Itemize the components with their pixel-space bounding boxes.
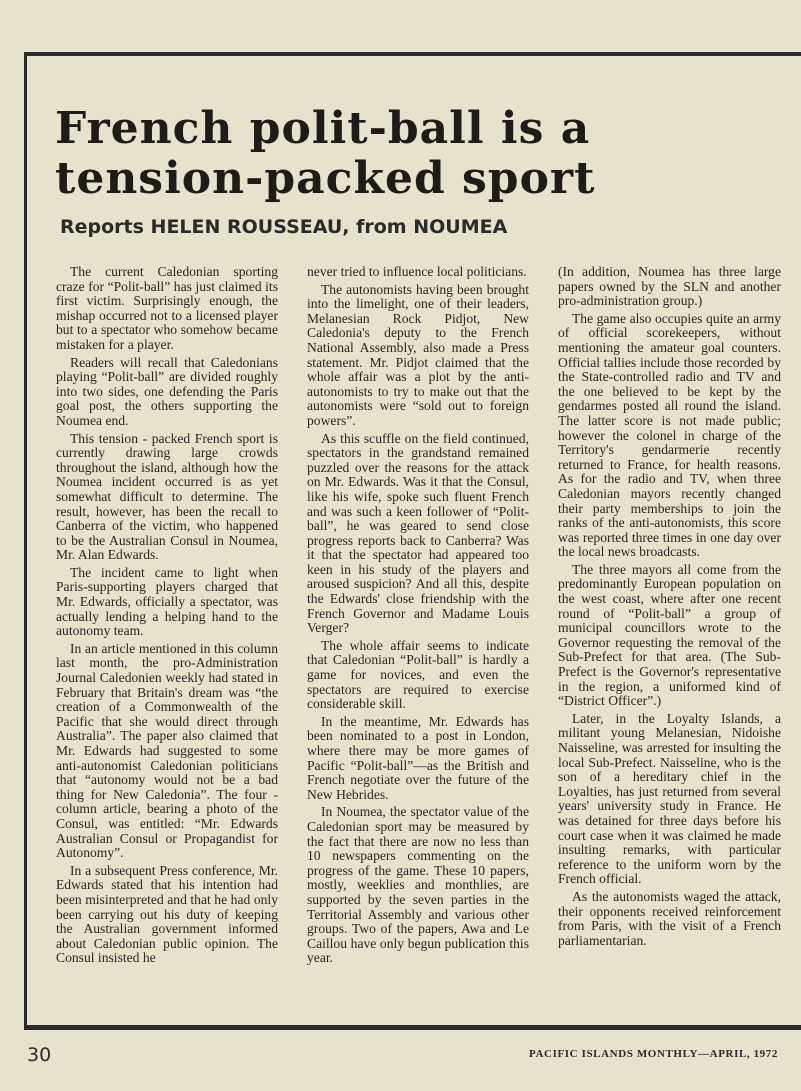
paragraph: The current Caledonian sporting craze for “Polit-ball” has just claimed its first victim. Surprisingly enough, the mishap occurred not to a licensed player but to a spectator who somehow became mistaken for a player. (56, 264, 278, 352)
paragraph: This tension - packed French sport is currently drawing large crowds throughout the island, although how the Noumea incident occurred is as yet somewhat difficult to determine. The result, however, has been the recall to Canberra of the victim, who happened to be the Australian Consul in Noumea, Mr. Alan Edwards. (56, 430, 278, 563)
paragraph: The three mayors all come from the predominantly European population on the west coast, where after one recent round of “Polit-ball” a group of municipal councillors wrote to the Governor requesting the removal of the Sub-Prefect for that area. (The Sub-Prefect is the Governor's representative in the region, a uniformed kind of “District Officer”.) (558, 561, 781, 709)
paragraph: The whole affair seems to indicate that Caledonian “Polit-ball” is hardly a game for novices, and even the spectators are required to exercise considerable skill. (307, 637, 529, 712)
paragraph: As the autonomists waged the attack, their opponents received reinforcement from Paris, with the visit of a French parliamentarian. (558, 888, 781, 948)
bottom-rule (24, 1025, 801, 1030)
paragraph: never tried to influence local politicians. (307, 264, 527, 279)
paragraph: In a subsequent Press conference, Mr. Edwards stated that his intention had been misinterpreted and that he had only been carrying out his duty of keeping the Australian government informed about Caledonian public opinion. The Consul insisted he (56, 862, 278, 966)
paragraph: Readers will recall that Caledonians playing “Polit-ball” are divided roughly into two sides, one defending the Paris goal post, the others supporting the Noumea end. (56, 354, 278, 428)
paragraph: The incident came to light when Paris-supporting players charged that Mr. Edwards, officially a spectator, was actually lending a helping hand to the autonomy team. (56, 564, 278, 639)
headline-line-2: tension-packed sport (55, 153, 596, 204)
paragraph: In Noumea, the spectator value of the Caledonian sport may be measured by the fact that there are now no less than 10 newspapers commenting on the progress of the game. These 10 papers, mostly, weeklies and monthlies, are supported by the seven parties in the Territorial Assembly and various other groups. Two of the papers, Awa and Le Caillou have only begun publication this year. (307, 804, 529, 966)
headline-line-1: French polit-ball is a (55, 103, 591, 154)
article-column-2 (307, 265, 529, 969)
paragraph: In the meantime, Mr. Edwards has been nominated to a post in London, where there may be more games of Pacific “Polit-ball”—as the British and French negotiate over the future of the New Hebrides. (307, 713, 529, 802)
article-column-1 (56, 265, 278, 969)
headline (55, 104, 775, 204)
paragraph: As this scuffle on the field continued, spectators in the grandstand remained puzzled over the reasons for the attack on Mr. Edwards. Was it that the Consul, like his wife, spoke such fluent French and was such a keen follower of “Polit-ball”, he was geared to send close progress reports back to Canberra? Was it that the spectator had appeared too keen in his study of the players and aroused suspicion? And all this, despite the Edwards' close friendship with the French Governor and Madame Louis Verger? (307, 430, 529, 636)
article-column-3 (558, 265, 781, 951)
paragraph: In an article mentioned in this column last month, the pro-Administration Journal Caledonien weekly had stated in February that Britain's dream was “the creation of a Commonwealth of the Pacific that she would direct through Australia”. The paper also claimed that Mr. Edwards had suggested to some anti-autonomist Caledonian politicians that “autonomy would not be a bad thing for New Caledonia”. The four - column article, bearing a photo of the Consul, was entitled: “Mr. Edwards Australian Consul or Propagandist for Autonomy”. (56, 640, 278, 861)
paragraph: (In addition, Noumea has three large papers owned by the SLN and another pro-administration group.) (558, 264, 781, 309)
page-number: 30 (27, 1044, 52, 1066)
running-footer: PACIFIC ISLANDS MONTHLY—APRIL, 1972 (529, 1048, 778, 1060)
paragraph: The game also occupies quite an army of official scorekeepers, without mentioning the amateur goal counters. Official tallies include those recorded by the State-controlled radio and TV and the one believed to be kept by the gendarmes posted all round the island. The latter score is not made public; however the colonel in charge of the Territory's gendarmerie recently returned to France, for health reasons. As for the radio and TV, when three Caledonian mayors recently changed their party memberships to join the ranks of the anti-autonomists, this score was reported three times in one day over the local news broadcasts. (558, 310, 781, 560)
byline: Reports HELEN ROUSSEAU, from NOUMEA (60, 216, 508, 238)
paragraph: The autonomists having been brought into the limelight, one of their leaders, Melanesian Rock Pidjot, New Caledonia's deputy to the French National Assembly, also made a Press statement. Mr. Pidjot claimed that the whole affair was a plot by the anti-autonomists to try to make out that the autonomists were “sold out to foreign powers”. (307, 281, 529, 428)
paragraph: Later, in the Loyalty Islands, a militant young Melanesian, Nidoishe Naisseline, was arrested for insulting the local Sub-Prefect. Naisseline, who is the son of a hereditary chief in the Loyalties, has just returned from several years' university study in France. He was detained for three days before his court case when it was claimed he made insulting remarks, with particular reference to the uniform worn by the French official. (558, 710, 781, 887)
